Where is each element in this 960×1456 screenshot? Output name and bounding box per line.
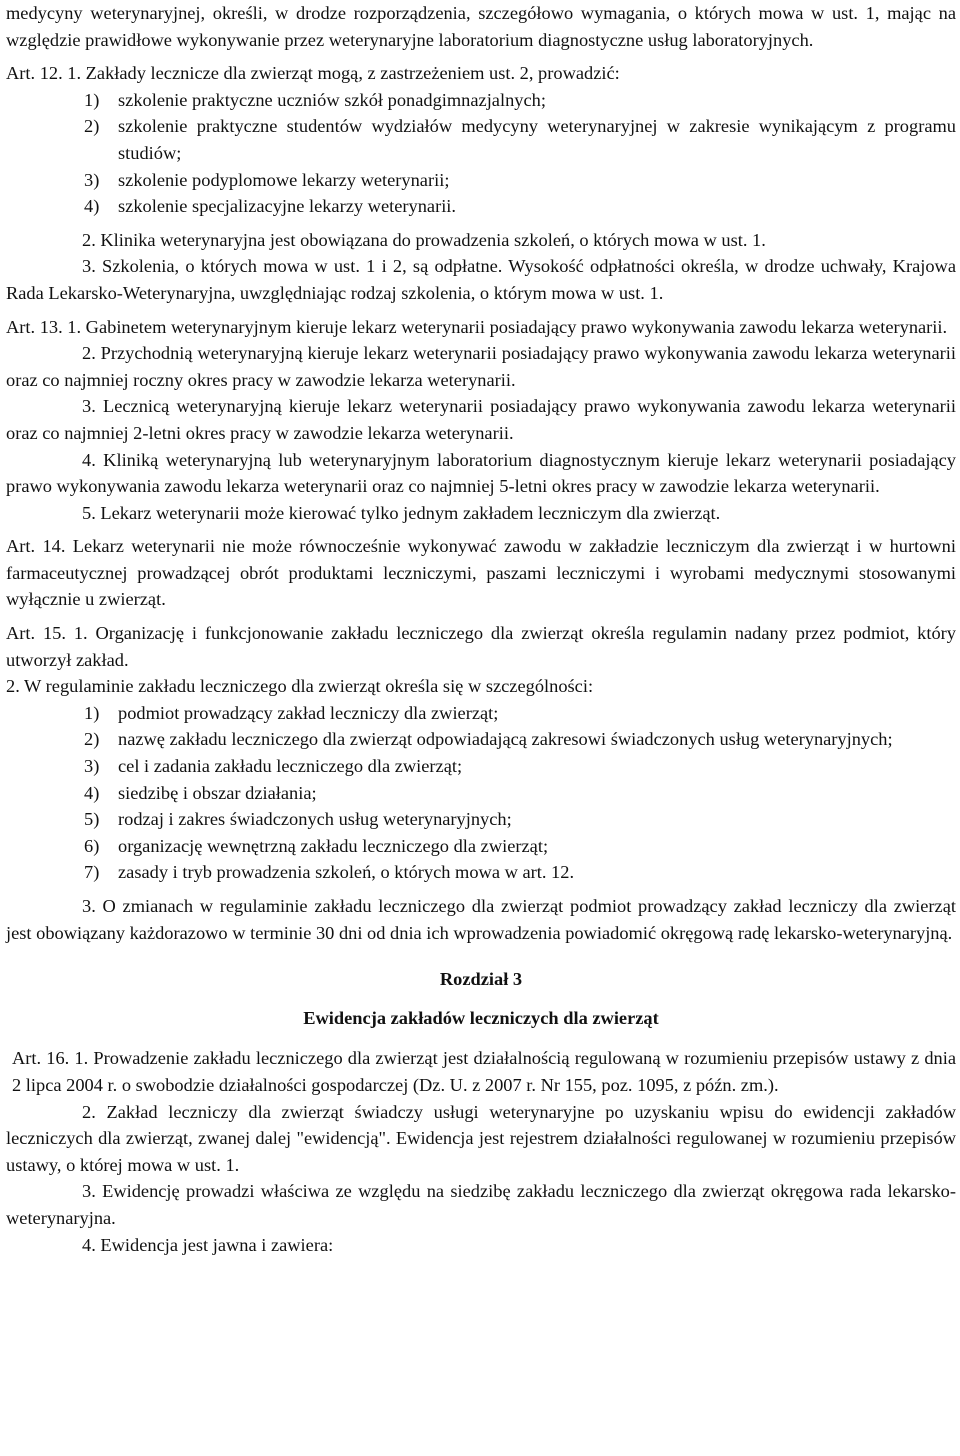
list-item [6, 167, 956, 194]
chapter-title: Ewidencja zakładów leczniczych dla zwierząt [303, 1007, 659, 1028]
list-item-number: 1) [84, 702, 100, 723]
list-item [6, 726, 956, 753]
list-item [6, 700, 956, 727]
list-item-number: 7) [84, 862, 100, 883]
list-item [6, 780, 956, 807]
article-13-para-3: 3. Lecznicą weterynaryjną kieruje lekarz weterynarii posiadający prawo wykonywania zawodu lekarza weterynarii oraz co najmniej 2-letni okres pracy w zawodzie lekarza weterynarii. [6, 396, 956, 443]
list-item [6, 87, 956, 114]
list-item-text: podmiot prowadzący zakład leczniczy dla zwierząt; [118, 702, 499, 723]
list-item-text: nazwę zakładu leczniczego dla zwierząt odpowiadającą zakresowi świadczonych usług weterynaryjnych; [118, 729, 893, 750]
article-13-para-1: Art. 13. 1. Gabinetem weterynaryjnym kieruje lekarz weterynarii posiadający prawo wykonywania zawodu lekarza weterynarii. [6, 316, 948, 337]
list-item-number: 2) [84, 116, 100, 137]
article-12-list [6, 87, 956, 220]
article-16-para-3: 3. Ewidencję prowadzi właściwa ze względu na siedzibę zakładu leczniczego dla zwierząt okręgowa rada lekarsko-weterynaryjna. [6, 1181, 956, 1228]
list-item [6, 753, 956, 780]
list-item [6, 833, 956, 860]
article-12-para-2: 2. Klinika weterynaryjna jest obowiązana do prowadzenia szkoleń, o których mowa w ust. 1. [82, 229, 766, 250]
article-16-para-1: Art. 16. 1. Prowadzenie zakładu leczniczego dla zwierząt jest działalnością regulowaną w rozumieniu przepisów ustawy z dnia 2 lipca 2004 r. o swobodzie działalności gospodarczej (Dz. U. z 2007 r. Nr 155, poz. 1095, z późn. zm.). [12, 1048, 956, 1095]
list-item-text: rodzaj i zakres świadczonych usług weterynaryjnych; [118, 809, 512, 830]
list-item-number: 2) [84, 729, 100, 750]
list-item-number: 3) [84, 169, 100, 190]
list-item-number: 6) [84, 835, 100, 856]
list-item-number: 4) [84, 196, 100, 217]
article-15-para-2: 2. W regulaminie zakładu leczniczego dla zwierząt określa się w szczególności: [6, 676, 594, 697]
article-12-para-1: Art. 12. 1. Zakłady lecznicze dla zwierząt mogą, z zastrzeżeniem ust. 2, prowadzić: [6, 63, 620, 84]
chapter-heading: Rozdział 3 [439, 969, 523, 990]
article-13-para-2: 2. Przychodnią weterynaryjną kieruje lekarz weterynarii posiadający prawo wykonywania zawodu lekarza weterynarii oraz co najmniej roczny okres pracy w zawodzie lekarza weterynarii. [6, 343, 956, 390]
article-16-para-4: 4. Ewidencja jest jawna i zawiera: [82, 1234, 334, 1255]
list-item [6, 193, 956, 220]
list-item-number: 5) [84, 809, 100, 830]
list-item-text: zasady i tryb prowadzenia szkoleń, o których mowa w art. 12. [118, 862, 575, 883]
list-item [6, 113, 956, 166]
list-item-text: szkolenie podyplomowe lekarzy weterynarii; [118, 169, 450, 190]
list-item-text: cel i zadania zakładu leczniczego dla zwierząt; [118, 756, 463, 777]
list-item-number: 4) [84, 782, 100, 803]
list-item [6, 806, 956, 833]
article-15-para-1: Art. 15. 1. Organizację i funkcjonowanie zakładu leczniczego dla zwierząt określa regulamin nadany przez podmiot, który utworzył zakład. [6, 623, 956, 670]
article-12-para-3: 3. Szkolenia, o których mowa w ust. 1 i 2, są odpłatne. Wysokość odpłatności określa, w drodze uchwały, Krajowa Rada Lekarsko-Weterynaryjna, uwzględniając rodzaj szkolenia, o którym mowa w ust. 1. [6, 256, 956, 303]
list-item-text: szkolenie praktyczne uczniów szkół ponadgimnazjalnych; [118, 89, 546, 110]
article-13-para-5: 5. Lekarz weterynarii może kierować tylko jednym zakładem leczniczym dla zwierząt. [82, 502, 721, 523]
list-item-text: siedzibę i obszar działania; [118, 782, 317, 803]
article-16-para-2: 2. Zakład leczniczy dla zwierząt świadczy usługi weterynaryjne po uzyskaniu wpisu do ewidencji zakładów leczniczych dla zwierząt, zwanej dalej "ewidencją". Ewidencja jest rejestrem działalności regulowanej w rozumieniu przepisów ustawy, o której mowa w ust. 1. [6, 1101, 956, 1175]
list-item-number: 1) [84, 89, 100, 110]
list-item-text: szkolenie praktyczne studentów wydziałów medycyny weterynaryjnej w zakresie wynikającym z programu studiów; [118, 116, 956, 163]
document-page [6, 0, 956, 1258]
article-15-list [6, 700, 956, 886]
paragraph-intro: medycyny weterynaryjnej, określi, w drodze rozporządzenia, szczegółowo wymagania, o których mowa w ust. 1, mając na względzie prawidłowe wykonywanie przez weterynaryjne laboratorium diagnostyczne usług laboratoryjnych. [6, 3, 956, 50]
list-item [6, 859, 956, 886]
article-13-para-4: 4. Kliniką weterynaryjną lub weterynaryjnym laboratorium diagnostycznym kieruje lekarz weterynarii posiadający prawo wykonywania zawodu lekarza weterynarii oraz co najmniej 5-letni okres pracy w zawodzie lekarza weterynarii. [6, 449, 956, 497]
list-item-number: 3) [84, 756, 100, 777]
list-item-text: szkolenie specjalizacyjne lekarzy weterynarii. [118, 196, 457, 217]
article-14: Art. 14. Lekarz weterynarii nie może równocześnie wykonywać zawodu w zakładzie leczniczym dla zwierząt i w hurtowni farmaceutycznej prowadzącej obrót produktami leczniczymi, paszami leczniczymi i wyrobami medycznymi stosowanymi wyłącznie u zwierząt. [6, 536, 956, 610]
article-15-para-3: 3. O zmianach w regulaminie zakładu leczniczego dla zwierząt podmiot prowadzący zakład leczniczy dla zwierząt jest obowiązany każdorazowo w terminie 30 dni od dnia ich wprowadzenia powiadomić okręgową radę lekarsko-weterynaryjną. [6, 896, 956, 943]
list-item-text: organizację wewnętrzną zakładu leczniczego dla zwierząt; [118, 835, 549, 856]
